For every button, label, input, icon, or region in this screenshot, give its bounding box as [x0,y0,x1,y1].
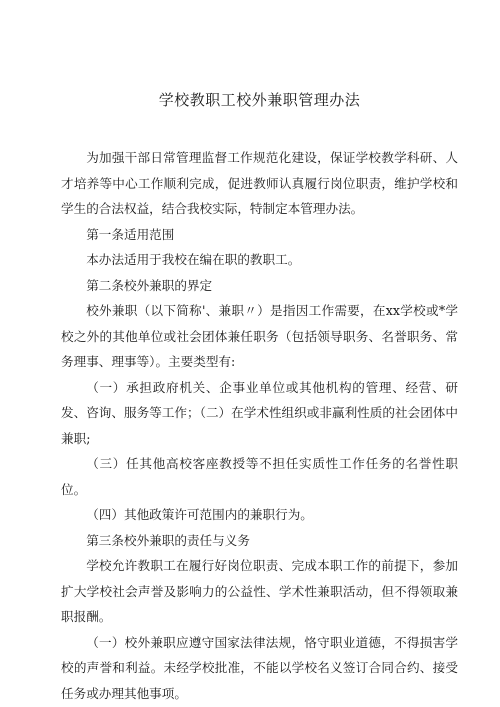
article-heading-3: 第三条校外兼职的责任与义务 [86,532,250,548]
document-title: 学校教职工校外兼职管理办法 [158,91,361,109]
intro-paragraph: 为加强干部日常管理监督工作规范化建设，保证学校教学科研、人才培养等中心工作顺利完成，促进教师认真履行岗位职责，维护学校和学生的合法权益，结合我校实际，特制定本管理办法。 [61,150,458,216]
paragraph-scope: 本办法适用于我校在编在职的教职工。 [86,252,301,267]
article-heading-1: 第一条适用范围 [86,226,175,242]
document-body [61,145,458,706]
article-heading-2: 第二条校外兼职的界定 [86,277,213,293]
paragraph-responsibility: 学校允许教职工在履行好岗位职责、完成本职工作的前提下，参加扩大学校社会声誉及影响力的公益性、学术性兼职活动，但不得领取兼职报酬。 [61,558,458,624]
list-item-types-1-2: （一）承担政府机关、企事业单位或其他机构的管理、经营、研发、咨询、服务等工作；（二）在学术性组织或非赢利性质的社会团体中兼职; [61,379,458,446]
list-item-duty-1: （一）校外兼职应遵守国家法律法规，恪守职业道德，不得损害学校的声誉和利益。未经学校批准，不能以学校名义签订合同合约、接受任务或办理其他事项。 [61,634,458,701]
list-item-type-4: （四）其他政策许可范围内的兼职行为。 [86,507,313,522]
list-item-type-3: （三）任其他高校客座教授等不担任实质性工作任务的名誉性职位。 [61,456,458,497]
paragraph-definition: 校外兼职（以下简称'、兼职〃）是指因工作需要，在xx学校或*学校之外的其他单位或社会团体兼任职务（包括领导职务、名誉职务、常务理事、理事等）。主要类型有: [61,303,458,369]
